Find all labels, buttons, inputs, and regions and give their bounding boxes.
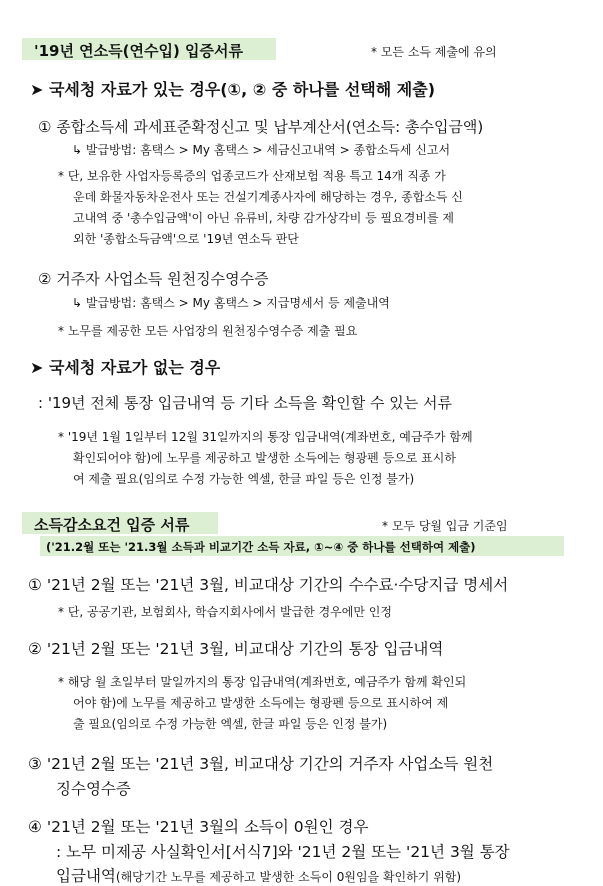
- s2-item2-note-line: * 해당 월 초일부터 말일까지의 통장 입금내역(계좌번호, 예금주가 함께 확인되: [58, 675, 467, 689]
- s2-item2-note: [58, 672, 598, 735]
- s2-item2-note-line: 출 필요(임의로 수정 가능한 엑셀, 한글 파일 등은 인정 불가): [73, 717, 388, 731]
- item1-note: [58, 166, 598, 250]
- item1-note-line: 운데 화물자동차운전사 또는 건설기계종사자에 해당하는 경우, 종합소득 신: [73, 190, 463, 204]
- case-without-desc: : '19년 전체 통장 입금내역 등 기타 소득을 확인할 수 있는 서류: [38, 394, 452, 412]
- section2-title: 소득감소요건 입증 서류: [34, 516, 190, 534]
- item1-title: ① 종합소득세 과세표준확정신고 및 납부계산서(연소득: 총수입금액): [38, 118, 484, 136]
- s2-item4-line3-small: (해당기간 노무를 제공하고 발생한 소득이 0원임을 확인하기 위함): [115, 870, 461, 884]
- s2-item4-line2: : 노무 미제공 사실확인서[서식7]와 '21년 2월 또는 '21년 3월 통장: [56, 843, 510, 861]
- s2-item3-line2: 징수영수증: [56, 780, 131, 798]
- section1-note: * 모든 소득 제출에 유의: [371, 45, 497, 59]
- s2-item2-note-line: 어야 함)에 노무를 제공하고 발생한 소득에는 형광펜 등으로 표시하여 제: [73, 696, 449, 710]
- case-without-note-line: 여 제출 필요(임의로 수정 가능한 엑셀, 한글 파일 등은 인정 불가): [73, 472, 415, 486]
- section1-title: '19년 연소득(연수입) 입증서류: [34, 42, 244, 60]
- s2-item4-line3-main: 입금내역: [56, 867, 116, 885]
- section2-note: * 모두 당월 입금 기준임: [382, 519, 508, 533]
- case-without-note-line: * '19년 1월 1일부터 12월 31일까지의 통장 입금내역(계좌번호, 예금주가 함께: [58, 430, 473, 444]
- s2-item4-title: ④ '21년 2월 또는 '21년 3월의 소득이 0원인 경우: [28, 818, 369, 836]
- item1-note-line: 외한 '종합소득금액'으로 '19년 연소득 판단: [73, 232, 299, 246]
- item2-note: * 노무를 제공한 모든 사업장의 원천징수영수증 제출 필요: [58, 324, 358, 338]
- case-without-note-line: 확인되어야 함)에 노무를 제공하고 발생한 소득에는 형광펜 등으로 표시하: [73, 451, 456, 465]
- item1-path: ↳ 발급방법: 홈택스 > My 홈택스 > 세금신고내역 > 종합소득세 신고서: [72, 143, 451, 157]
- s2-item1-note: * 단, 공공기관, 보험회사, 학습지회사에서 발급한 경우에만 인정: [58, 605, 392, 619]
- section2-subtitle: ('21.2월 또는 '21.3월 소득과 비교기간 소득 자료, ①~④ 중 하나를 선택하여 제출): [46, 540, 476, 554]
- item1-note-line: 고내역 중 '총수입금액'이 아닌 유류비, 차량 감가상각비 등 필요경비를 제: [73, 211, 454, 225]
- case-without-heading: ➤ 국세청 자료가 없는 경우: [30, 358, 221, 377]
- item2-path: ↳ 발급방법: 홈택스 > My 홈택스 > 지급명세서 등 제출내역: [72, 296, 390, 310]
- item1-note-line: * 단, 보유한 사업자등록증의 업종코드가 산재보험 적용 특고 14개 직종 가: [58, 169, 446, 183]
- item2-title: ② 거주자 사업소득 원천징수영수증: [38, 270, 269, 288]
- case-with-heading: ➤ 국세청 자료가 있는 경우(①, ② 중 하나를 선택해 제출): [30, 80, 436, 99]
- s2-item1-title: ① '21년 2월 또는 '21년 3월, 비교대상 기간의 수수료·수당지급 명세서: [28, 576, 509, 594]
- s2-item3-line1: ③ '21년 2월 또는 '21년 3월, 비교대상 기간의 거주자 사업소득 원천: [28, 755, 494, 773]
- case-without-note: [58, 427, 598, 490]
- s2-item2-title: ② '21년 2월 또는 '21년 3월, 비교대상 기간의 통장 입금내역: [28, 640, 444, 658]
